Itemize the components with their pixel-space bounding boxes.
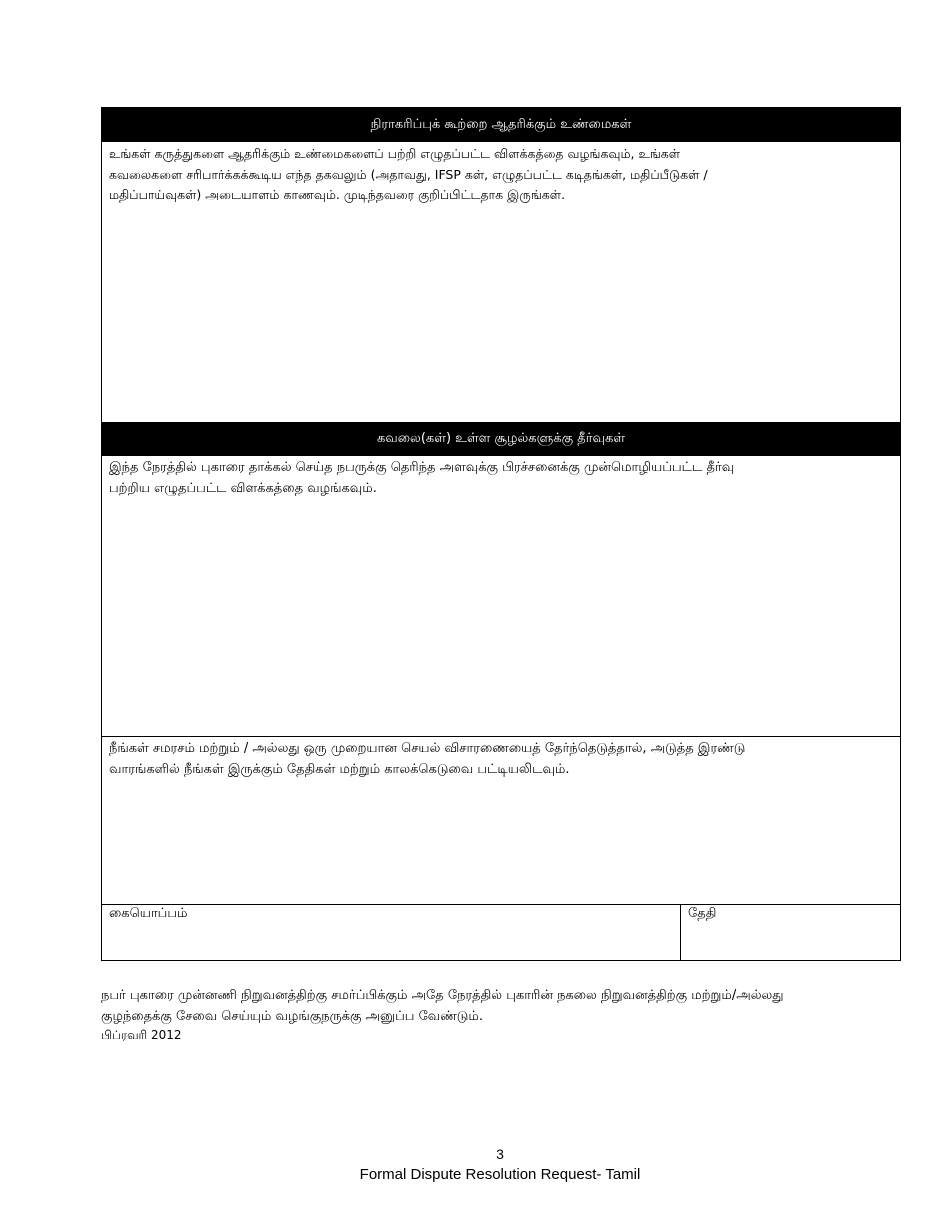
signature-field[interactable] bbox=[102, 905, 681, 960]
facts-section-field[interactable]: உங்கள் கருத்துகளை ஆதரிக்கும் உண்மைகளைப் பற்றி எழுதப்பட்ட விளக்கத்தை வழங்கவும், உங்கள் கவலைகளை சரிபார்க்கக்கூடிய எந்த தகவலும் (அதாவது, IFSP கள், எழுதப்பட்ட கடிதங்கள், மதிப்பீடுகள் / மதிப்பாய்வுகள்) அடையாளம் காணவும். முடிந்தவரை குறிப்பிட்டதாக இருங்கள். bbox=[109, 146, 708, 202]
submission-note: நபர் புகாரை முன்னணி நிறுவனத்திற்கு சமர்ப்பிக்கும் அதே நேரத்தில் புகாரின் நகலை நிறுவனத்திற்கு மற்றும்/அல்லது குழந்தைக்கு சேவை செய்யும் வழங்குநருக்கு அனுப்ப வேண்டும். bbox=[101, 988, 784, 1024]
solutions-section-field[interactable]: இந்த நேரத்தில் புகாரை தாக்கல் செய்த நபருக்கு தெரிந்த அளவுக்கு பிரச்சனைக்கு முன்மொழியப்பட்ட தீர்வு பற்றிய எழுதப்பட்ட விளக்கத்தை வழங்கவும். bbox=[102, 456, 900, 737]
date-field[interactable] bbox=[681, 905, 900, 960]
availability-section-field[interactable]: நீங்கள் சமரசம் மற்றும் / அல்லது ஒரு முறையான செயல் விசாரணையைத் தேர்ந்தெடுத்தால், அடுத்த இரண்டு வாரங்களில் நீங்கள் இருக்கும் தேதிகள் மற்றும் காலக்கெடுவை பட்டியலிடவும். bbox=[102, 737, 900, 905]
dispute-form-table bbox=[101, 107, 901, 961]
facts-section-header: நிராகரிப்புக் கூற்றை ஆதரிக்கும் உண்மைகள் bbox=[102, 108, 900, 142]
solutions-section-header: கவலை(கள்) உள்ள சூழல்களுக்கு தீர்வுகள் bbox=[102, 422, 900, 456]
page-footer: Formal Dispute Resolution Request- Tamil bbox=[359, 1166, 641, 1183]
date-label: தேதி bbox=[688, 906, 717, 921]
signature-row bbox=[102, 905, 900, 960]
signature-label: கையொப்பம் bbox=[109, 906, 188, 921]
page-number: 3 bbox=[496, 1146, 504, 1162]
revision-date: பிப்ரவரி 2012 bbox=[101, 1028, 182, 1042]
